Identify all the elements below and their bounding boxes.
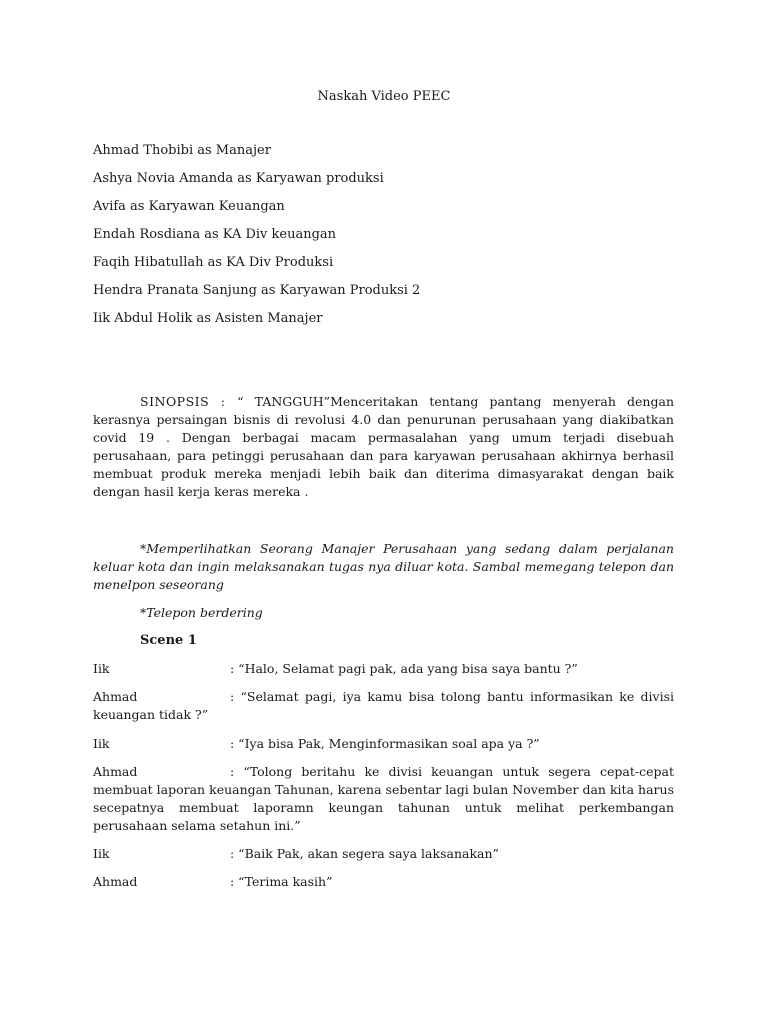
cast-item: Endah Rosdiana as KA Div keuangan xyxy=(93,227,337,242)
scene-heading: Scene 1 xyxy=(140,633,197,648)
phone-note: *Telepon berdering xyxy=(140,605,263,620)
dialogue-text: : “Baik Pak, akan segera saya laksanakan” xyxy=(230,846,499,861)
dialogue-text: : “Selamat pagi, iya kamu bisa tolong bantu informasikan ke divisi xyxy=(230,689,674,704)
cast-item: Ahmad Thobibi as Manajer xyxy=(93,143,271,158)
cast-item: Faqih Hibatullah as KA Div Produksi xyxy=(93,255,334,270)
cast-item: Avifa as Karyawan Keuangan xyxy=(93,199,285,214)
cast-item: Iik Abdul Holik as Asisten Manajer xyxy=(93,311,323,326)
document-title: Naskah Video PEEC xyxy=(317,89,451,104)
dialogue-text: : “Terima kasih” xyxy=(230,874,333,889)
dialogue-text: : “Tolong beritahu ke divisi keuangan untuk segera cepat-cepat xyxy=(230,764,674,779)
dialogue-line xyxy=(93,735,674,753)
synopsis-paragraph xyxy=(93,393,674,501)
cast-item: Hendra Pranata Sanjung as Karyawan Produksi 2 xyxy=(93,283,421,298)
cast-list xyxy=(93,142,420,338)
dialogue-line xyxy=(93,688,674,724)
dialogue-speaker: Ahmad xyxy=(93,874,138,889)
dialogue-speaker: Iik xyxy=(93,661,110,676)
dialogue-line xyxy=(93,873,674,891)
synopsis-text: “ TANGGUH”Menceritakan tentang pantang menyerah dengan kerasnya persaingan bisnis di revolusi 4.0 dan penurunan perusahaan yang diakibatkan covid 19 . Dengan berbagai macam permasalahan yang umum terjadi disebuah perusahaan, para petinggi perusahaan dan para karyawan perusahaan akhirnya berhasil membuat produk mereka menjadi lebih baik dan diterima dimasyarakat dengan baik dengan hasil kerja keras mereka . xyxy=(93,394,674,499)
dialogue-speaker: Iik xyxy=(93,846,110,861)
dialogue-speaker: Ahmad xyxy=(93,689,138,704)
dialogue-line xyxy=(93,845,674,863)
stage-direction: *Memperlihatkan Seorang Manajer Perusahaan yang sedang dalam perjalanan keluar kota dan ingin melaksanakan tugas nya diluar kota. Sambal memegang telepon dan menelpon seseorang xyxy=(93,541,674,592)
dialogue-speaker: Ahmad xyxy=(93,764,138,779)
dialogue-text: : “Halo, Selamat pagi pak, ada yang bisa saya bantu ?” xyxy=(230,661,578,676)
dialogue-line xyxy=(93,763,674,835)
dialogue-continuation: membuat laporan keuangan Tahunan, karena sebentar lagi bulan November dan kita harus secepatnya membuat laporamn keungan tahunan untuk melihat perkembangan perusahaan selama setahun ini.” xyxy=(93,782,674,833)
synopsis-label: SINOPSIS : xyxy=(140,394,238,409)
dialogue-speaker: Iik xyxy=(93,736,110,751)
dialogue-continuation: keuangan tidak ?” xyxy=(93,707,209,722)
dialogue-text: : “Iya bisa Pak, Menginformasikan soal apa ya ?” xyxy=(230,736,540,751)
cast-item: Ashya Novia Amanda as Karyawan produksi xyxy=(93,171,384,186)
dialogue-line xyxy=(93,660,674,678)
